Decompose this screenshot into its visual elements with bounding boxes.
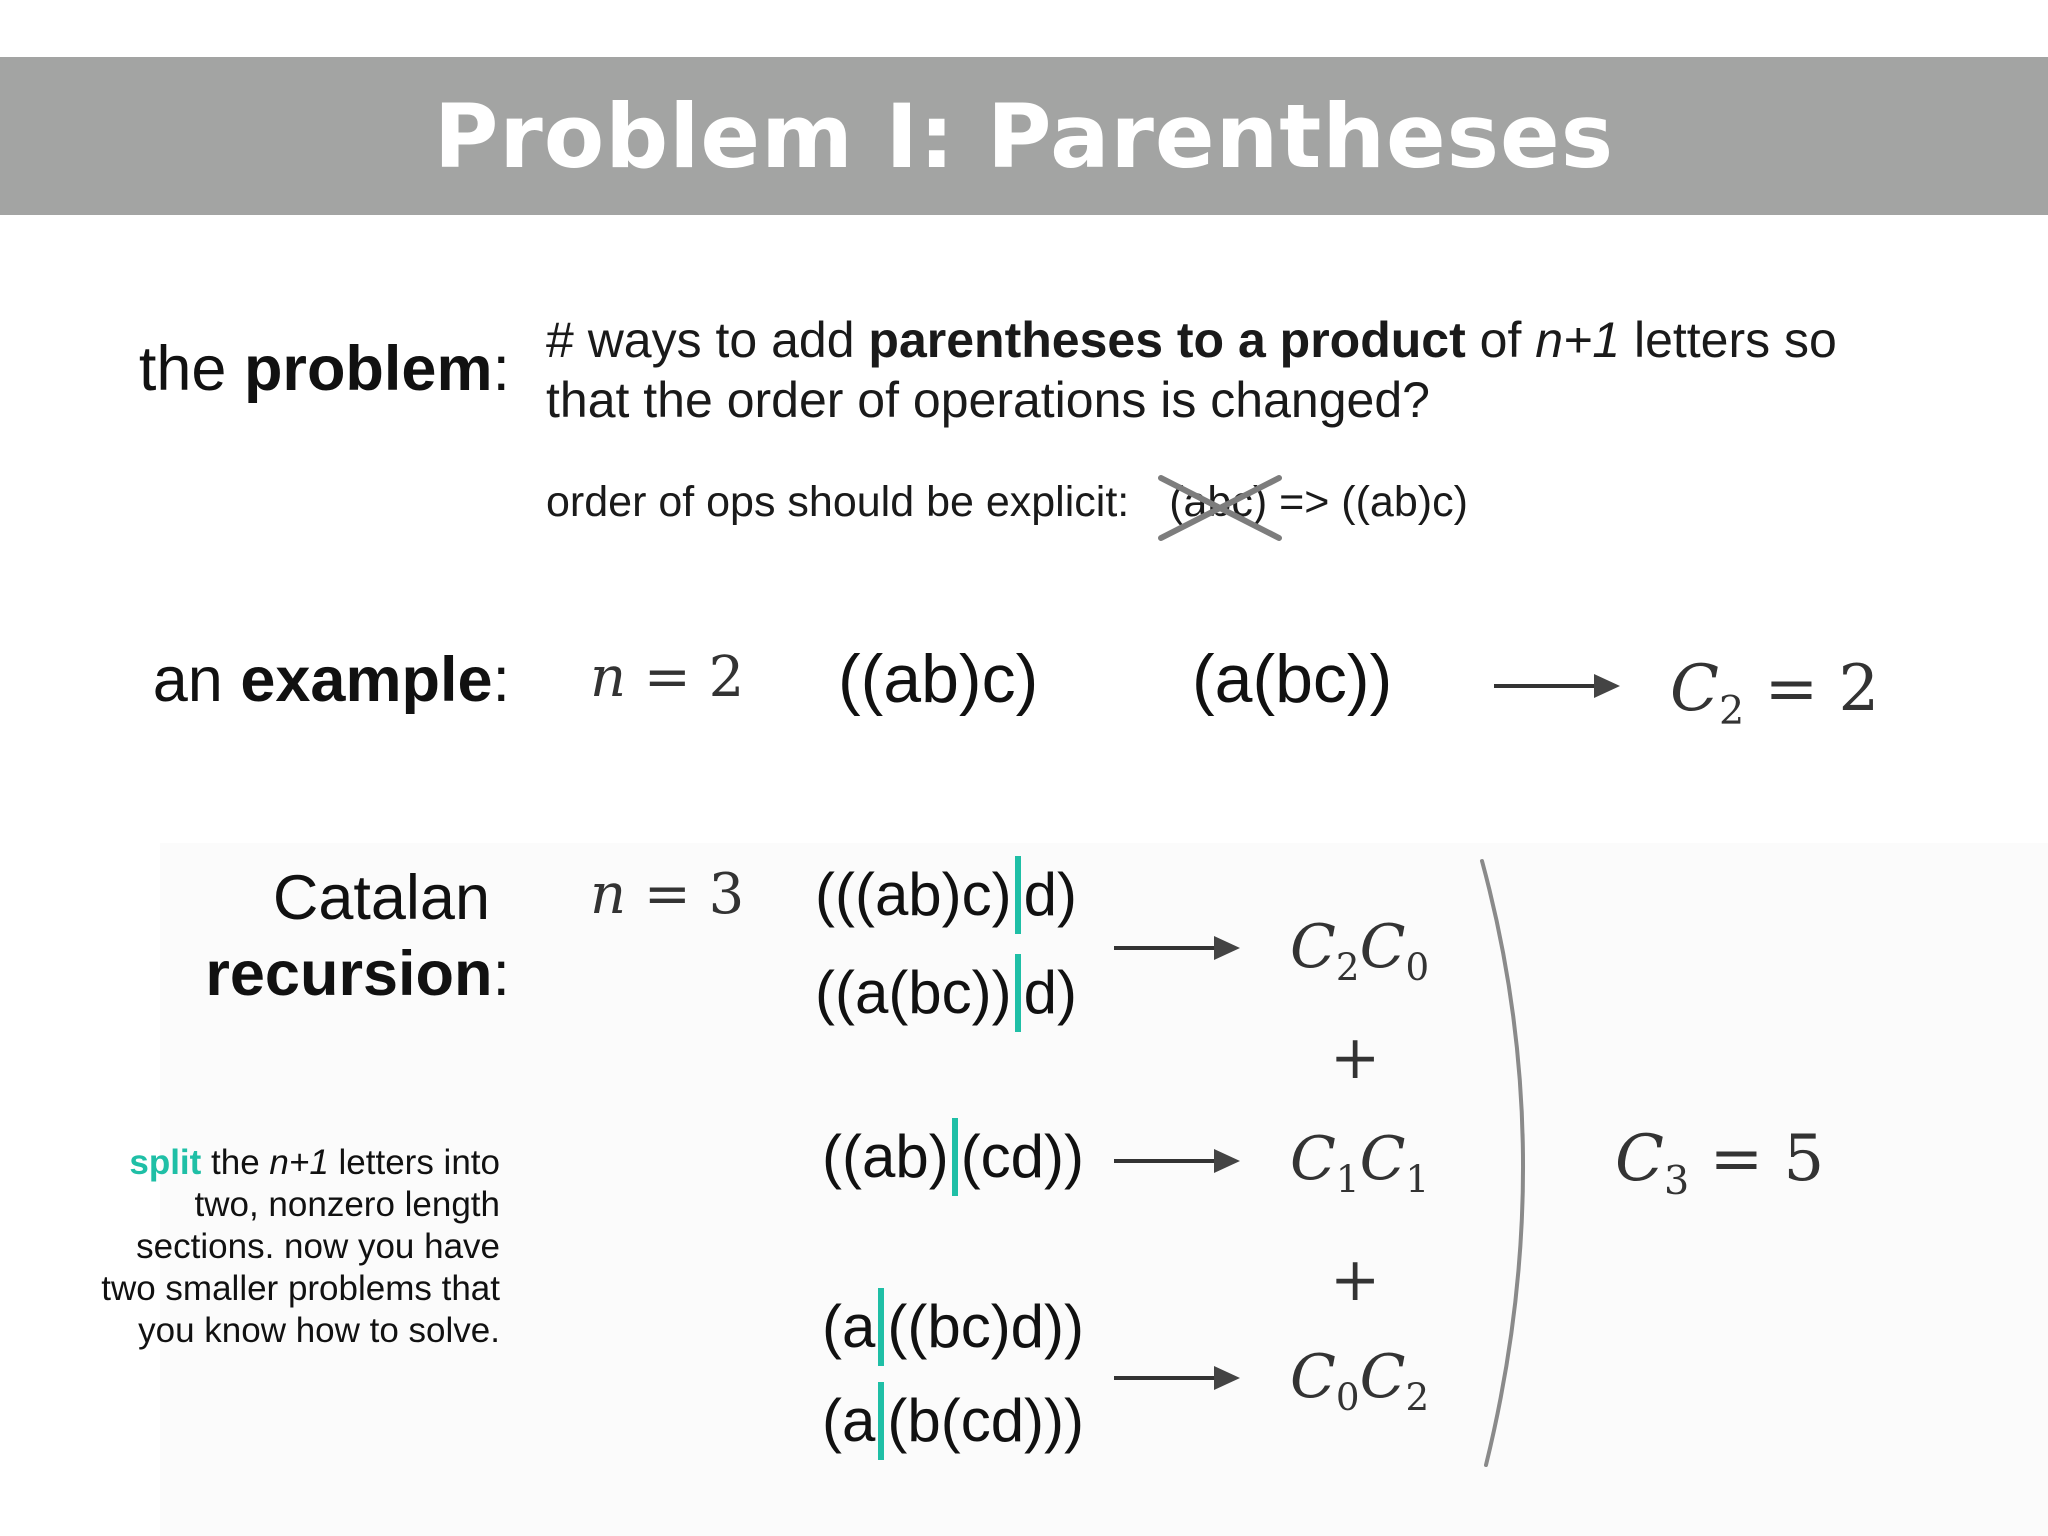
problem-text-e: letters so (1620, 312, 1837, 368)
split-bar (878, 1288, 884, 1366)
split-right: ((bc)d)) (887, 1293, 1084, 1360)
problem-text-c: of (1465, 312, 1536, 368)
split-bar (952, 1118, 958, 1196)
note-accent: split (129, 1143, 202, 1182)
explicit-label: order of ops should be explicit: (546, 478, 1130, 526)
term-sub: 1 (1335, 1157, 1360, 1201)
example-arrow-icon (1490, 668, 1625, 704)
recursion-label-bold: recursion (205, 939, 493, 1009)
split-left: (a (822, 1387, 876, 1454)
plus-sign: + (1330, 1245, 1381, 1315)
problem-label (100, 333, 510, 405)
crossed-text: (abc) (1169, 478, 1268, 526)
split-row (822, 1292, 1084, 1370)
arrow-icon (1110, 1143, 1245, 1179)
example-expression-1: ((ab)c) (838, 641, 1039, 717)
note-text2: letters into (328, 1143, 500, 1182)
note-line-5: you know how to solve. (138, 1311, 500, 1350)
split-right: d) (1023, 959, 1077, 1026)
split-right: (b(cd))) (887, 1387, 1084, 1454)
term-c0c2 (1290, 1342, 1429, 1419)
n-variable: n (590, 645, 627, 710)
split-row (815, 958, 1077, 1036)
recursion-label-line1: Catalan (272, 863, 490, 933)
result-equals: = 2 (1744, 652, 1880, 726)
term-sub: 0 (1335, 1375, 1360, 1419)
example-label-colon: : (492, 645, 510, 715)
problem-line-2: that the order of operations is changed? (546, 372, 1430, 428)
note-line-1 (40, 1142, 500, 1184)
term-c: C (1359, 1124, 1406, 1194)
explicit-result: => ((ab)c) (1279, 478, 1468, 526)
example-result (1670, 652, 1879, 734)
closing-parenthesis-icon (1470, 855, 1560, 1470)
example-expression-2: (a(bc)) (1192, 641, 1393, 717)
note-italic: n+1 (269, 1143, 329, 1182)
split-left: ((ab) (822, 1123, 949, 1190)
problem-line-1 (546, 310, 1946, 370)
term-sub: 2 (1335, 945, 1360, 989)
problem-label-bold: problem (243, 334, 493, 404)
note-text1: the (201, 1143, 270, 1182)
result-c: C (1670, 652, 1719, 726)
problem-statement (546, 310, 1946, 430)
problem-text-n1: n+1 (1535, 312, 1621, 368)
split-left: ((a(bc)) (815, 959, 1012, 1026)
problem-text-a: # ways to add (546, 312, 869, 368)
split-left: (((ab)c) (815, 861, 1012, 928)
term-c: C (1359, 912, 1406, 982)
recursion-label-line2-wrap (100, 936, 510, 1012)
recursion-n-value (590, 862, 744, 927)
example-label-bold: example (240, 645, 493, 715)
example-label-text: an (152, 645, 241, 715)
note-line-4: two smaller problems that (101, 1269, 500, 1308)
split-row (815, 860, 1077, 938)
split-right: d) (1023, 861, 1077, 928)
split-bar (1015, 954, 1021, 1032)
term-c: C (1290, 1124, 1336, 1194)
n-equals: = 2 (626, 645, 745, 710)
term-c1c1 (1290, 1124, 1429, 1201)
crossed-expression (1169, 478, 1267, 527)
note-line-2: two, nonzero length (194, 1185, 500, 1224)
split-right: (cd)) (960, 1123, 1084, 1190)
recursion-label (100, 860, 510, 1012)
result-c3: C (1615, 1122, 1664, 1196)
note-line-3: sections. now you have (136, 1227, 500, 1266)
split-bar (1015, 856, 1021, 934)
term-sub: 2 (1405, 1375, 1430, 1419)
recursion-label-colon: : (492, 939, 510, 1009)
example-label (100, 644, 510, 716)
example-n-value (590, 645, 744, 710)
problem-label-text: the (138, 334, 244, 404)
n-equals-3: = 3 (626, 862, 745, 927)
split-explanation (40, 1142, 500, 1352)
result-equals-5: = 5 (1689, 1122, 1825, 1196)
result-sub-3: 3 (1663, 1157, 1690, 1204)
arrow-icon (1110, 1360, 1245, 1396)
problem-label-colon: : (492, 334, 510, 404)
term-c: C (1359, 1342, 1406, 1412)
split-left: (a (822, 1293, 876, 1360)
split-row (822, 1122, 1084, 1200)
recursion-result (1615, 1122, 1824, 1204)
explicit-note (546, 478, 1468, 527)
arrow-icon (1110, 930, 1245, 966)
slide-title: Problem I: Parentheses (433, 84, 1615, 188)
result-sub: 2 (1718, 687, 1745, 734)
split-row (822, 1386, 1084, 1464)
term-c: C (1290, 1342, 1336, 1412)
problem-text-bold: parentheses to a product (868, 312, 1466, 368)
term-sub: 0 (1405, 945, 1430, 989)
term-c2c0 (1290, 912, 1429, 989)
n-variable-3: n (590, 862, 627, 927)
cross-out-icon (1155, 470, 1285, 546)
term-c: C (1290, 912, 1336, 982)
plus-sign: + (1330, 1023, 1381, 1093)
term-sub: 1 (1405, 1157, 1430, 1201)
split-bar (878, 1382, 884, 1460)
